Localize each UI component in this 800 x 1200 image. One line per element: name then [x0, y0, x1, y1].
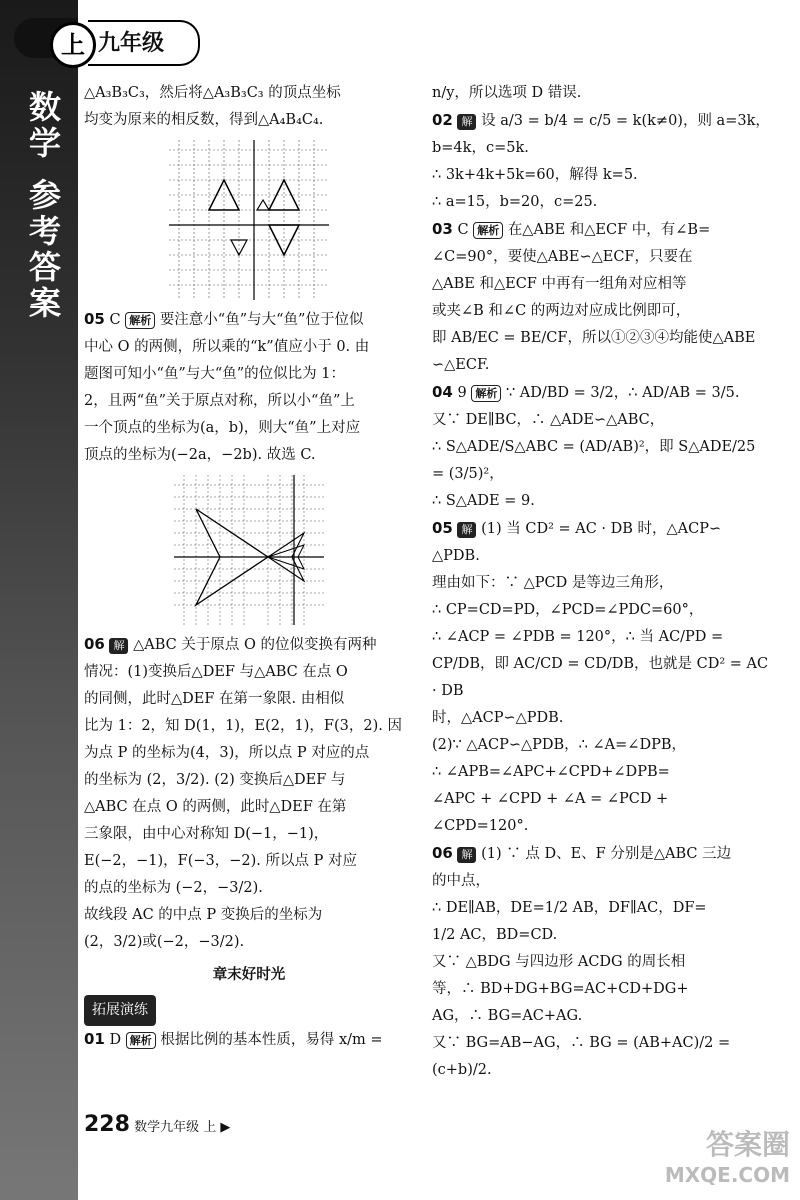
text-line: 或夹∠B 和∠C 的两边对应成比例即可，: [432, 303, 691, 319]
page-number: 228: [84, 1112, 130, 1137]
right-column: [432, 80, 772, 1084]
text-line: 均变为原来的相反数，得到△A₄B₄C₄.: [84, 112, 324, 128]
text-line: ∠CPD=120°.: [432, 818, 529, 834]
text-line: 又∵ BG=AB−AG，∴ BG = (AB+AC)/2 = (c+b)/2.: [432, 1035, 731, 1078]
text-line: ∴ DE∥AB，DE=1/2 AB，DF∥AC，DF=: [432, 900, 707, 916]
section-label: 拓展演练: [84, 995, 156, 1026]
answers-title: 参考答案: [24, 178, 62, 322]
text-line: 2，且两“鱼”关于原点对称，所以小“鱼”上: [84, 393, 355, 409]
watermark: [665, 1130, 790, 1190]
question-number: 06: [432, 844, 453, 862]
question-number: 06: [84, 635, 105, 653]
text-line: 情况：(1)变换后△DEF 与△ABC 在点 O: [84, 664, 348, 680]
text-line: 三象限，由中心对称知 D(−1，−1)，: [84, 826, 329, 842]
answer: 9: [457, 385, 467, 401]
text-line: △A₃B₃C₃，然后将△A₃B₃C₃ 的顶点坐标: [84, 85, 341, 101]
text-line: ∴ ∠APB=∠APC+∠CPD+∠DPB=: [432, 764, 670, 780]
text-line: 在△ABE 和△ECF 中，有∠B=: [507, 222, 711, 238]
text-line: 比为 1：2，知 D(1，1)，E(2，1)，F(3，2). 因: [84, 718, 402, 734]
text-line: 中心 O 的两侧，所以乘的“k”值应小于 0. 由: [84, 339, 370, 355]
watermark-text: 答案圈: [705, 1128, 790, 1161]
fish-graph-figure: [174, 475, 324, 625]
text-line: 的中点，: [432, 873, 490, 889]
volume-badge: 上: [50, 22, 96, 68]
analysis-tag: 解析: [471, 385, 501, 402]
text-line: AG，∴ BG=AC+AG.: [432, 1008, 583, 1024]
answer: D: [109, 1032, 122, 1048]
solution-tag: 解: [109, 638, 128, 654]
text-line: △PDB.: [432, 548, 480, 564]
text-line: 的坐标为 (2，3/2). (2) 变换后△DEF 与: [84, 772, 346, 788]
sidebar: [0, 0, 78, 1200]
text-line: ∽△ECF.: [432, 357, 490, 373]
page-footer: [84, 1112, 230, 1137]
text-line: ∴ a=15，b=20，c=25.: [432, 194, 598, 210]
text-line: △ABE 和△ECF 中再有一组角对应相等: [432, 276, 687, 292]
text-line: ∵ AD/BD = 3/2，∴ AD/AB = 3/5.: [505, 385, 740, 401]
answer: C: [457, 222, 469, 238]
analysis-tag: 解析: [473, 222, 503, 239]
text-line: (1) ∵ 点 D、E、F 分别是△ABC 三边: [481, 846, 732, 862]
text-line: n/y，所以选项 D 错误.: [432, 85, 582, 101]
text-line: 题图可知小“鱼”与大“鱼”的位似比为 1：: [84, 366, 345, 382]
text-line: 1/2 AC，BD=CD.: [432, 927, 558, 943]
text-line: 根据比例的基本性质，易得 x/m =: [160, 1032, 383, 1048]
volume-label: 上: [203, 1120, 217, 1135]
question-number: 01: [84, 1030, 105, 1048]
text-line: △ABC 关于原点 O 的位似变换有两种: [133, 637, 377, 653]
text-line: △ABC 在点 O 的两侧，此时△DEF 在第: [84, 799, 347, 815]
analysis-tag: 解析: [126, 1032, 156, 1049]
text-line: 故线段 AC 的中点 P 变换后的坐标为: [84, 907, 323, 923]
text-line: 时，△ACP∽△PDB.: [432, 710, 564, 726]
solution-tag: 解: [457, 522, 476, 538]
arrow-icon: ▶: [220, 1120, 231, 1135]
question-number: 03: [432, 220, 453, 238]
text-line: 设 a/3 = b/4 = c/5 = k(k≠0)，则 a=3k，: [481, 113, 770, 129]
question-number: 04: [432, 383, 453, 401]
text-line: 又∵ △BDG 与四边形 ACDG 的周长相: [432, 954, 686, 970]
text-line: ∴ ∠ACP = ∠PDB = 120°，∴ 当 AC/PD =: [432, 629, 724, 645]
text-line: ∴ CP=CD=PD，∠PCD=∠PDC=60°，: [432, 602, 704, 618]
watermark-url: MXQE.COM: [664, 1163, 790, 1187]
text-line: 等，∴ BD+DG+BG=AC+CD+DG+: [432, 981, 689, 997]
text-line: 要注意小“鱼”与大“鱼”位于位似: [159, 312, 364, 328]
left-column: [84, 80, 414, 1054]
text-line: 理由如下：∵ △PCD 是等边三角形，: [432, 575, 674, 591]
text-line: 一个顶点的坐标为(a，b)，则大“鱼”上对应: [84, 420, 361, 436]
question-number: 02: [432, 111, 453, 129]
text-line: 的点的坐标为 (−2，−3/2).: [84, 880, 263, 896]
chapter-title: 章末好时光: [212, 967, 286, 983]
subject-title: 数学: [24, 90, 62, 162]
text-line: (1) 当 CD² = AC · DB 时，△ACP∽: [481, 521, 722, 537]
text-line: (2)∵ △ACP∽△PDB，∴ ∠A=∠DPB，: [432, 737, 686, 753]
text-line: 又∵ DE∥BC，∴ △ADE∽△ABC，: [432, 412, 665, 428]
text-line: CP/DB，即 AC/CD = CD/DB，也就是 CD² = AC · DB: [432, 656, 769, 699]
text-line: ∴ 3k+4k+5k=60，解得 k=5.: [432, 167, 638, 183]
triangle-graph-figure: [169, 140, 329, 300]
text-line: 顶点的坐标为(−2a，−2b). 故选 C.: [84, 447, 316, 463]
answer: C: [109, 312, 121, 328]
text-line: (2，3/2)或(−2，−3/2).: [84, 934, 245, 950]
text-line: 为点 P 的坐标为(4，3)，所以点 P 对应的点: [84, 745, 370, 761]
text-line: ∠C=90°，要使△ABE∽△ECF，只要在: [432, 249, 693, 265]
analysis-tag: 解析: [125, 312, 155, 329]
text-line: ∴ S△ADE/S△ABC = (AD/AB)²，即 S△ADE/25 = (3/5)²，: [432, 439, 756, 482]
text-line: 的同侧，此时△DEF 在第一象限. 由相似: [84, 691, 345, 707]
text-line: E(−2，−1)，F(−3，−2). 所以点 P 对应: [84, 853, 357, 869]
question-number: 05: [432, 519, 453, 537]
question-number: 05: [84, 310, 105, 328]
text-line: 即 AB/EC = BE/CF，所以①②③④均能使△ABE: [432, 330, 756, 346]
solution-tag: 解: [457, 847, 476, 863]
solution-tag: 解: [457, 114, 476, 130]
text-line: ∴ S△ADE = 9.: [432, 493, 535, 509]
text-line: ∠APC + ∠CPD + ∠A = ∠PCD +: [432, 791, 669, 807]
grade-label: 九年级: [98, 31, 165, 56]
series-title: 数学九年级: [134, 1120, 200, 1135]
text-line: b=4k，c=5k.: [432, 140, 529, 156]
